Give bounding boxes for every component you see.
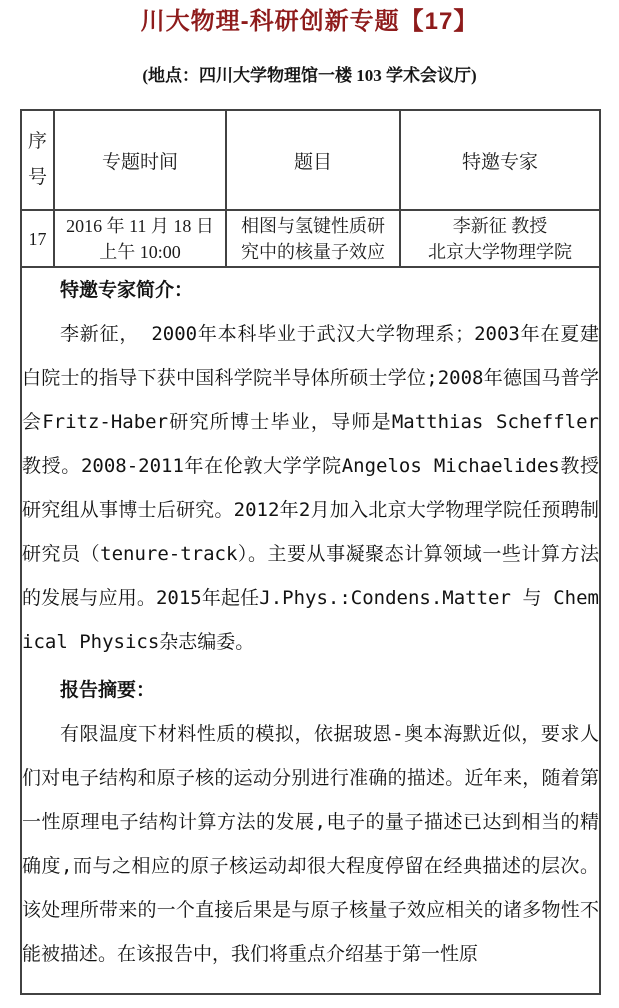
- bio-heading: 特邀专家简介：: [60, 279, 194, 301]
- topic-line-2: 究中的核量子效应: [241, 241, 385, 262]
- session-date: 2016 年 11 月 18 日: [66, 215, 214, 236]
- header-invited-expert: 特邀专家: [400, 110, 600, 210]
- table-row: [21, 210, 600, 267]
- abstract-heading: 报告摘要：: [60, 679, 156, 701]
- table-header-row: [21, 110, 600, 210]
- location-subtitle: (地点：四川大学物理馆一楼 103 学术会议厅): [142, 66, 477, 85]
- expert-affiliation: 北京大学物理学院: [428, 241, 572, 262]
- serial-number-cell: 17: [21, 210, 54, 267]
- detail-content: [22, 268, 599, 976]
- page-title: 川大物理-科研创新专题【17】: [140, 8, 479, 35]
- bio-paragraph: 李新征， 2000年本科毕业于武汉大学物理系；2003年在夏建白院士的指导下获中国科学院半导体所硕士学位;2008年德国马普学会Fritz-Haber研究所博士毕业，导师是Matthias Scheffler教授。2008-2011年在伦敦大学学院Angelos Michaelides教授研究组从事博士后研究。2012年2月加入北京大学物理学院任预聘制研究员（tenure-track）。主要从事凝聚态计算领域一些计算方法的发展与应用。2015年起任J.Phys.:Condens.Matter 与 Chemical Physics杂志编委。: [22, 323, 599, 653]
- expert-cell: [400, 210, 600, 267]
- detail-cell: [21, 267, 600, 994]
- topic-cell: [226, 210, 400, 267]
- seminar-schedule-table: [20, 109, 601, 995]
- session-time-cell: [54, 210, 226, 267]
- header-serial-number: 序号: [21, 110, 54, 210]
- expert-name-title: 李新征 教授: [452, 215, 548, 236]
- abstract-paragraph: 有限温度下材料性质的模拟，依据玻恩-奥本海默近似，要求人们对电子结构和原子核的运动分别进行准确的描述。近年来，随着第一性原理电子结构计算方法的发展,电子的量子描述已达到相当的精确度,而与之相应的原子核运动却很大程度停留在经典描述的层次。该处理所带来的一个直接后果是与原子核量子效应相关的诸多物性不能被描述。在该报告中，我们将重点介绍基于第一性原: [22, 723, 599, 965]
- header-topic: 题目: [226, 110, 400, 210]
- topic-line-1: 相图与氢键性质研: [241, 215, 385, 236]
- header-session-time: 专题时间: [54, 110, 226, 210]
- detail-row: [21, 267, 600, 994]
- session-hour: 上午 10:00: [99, 241, 181, 262]
